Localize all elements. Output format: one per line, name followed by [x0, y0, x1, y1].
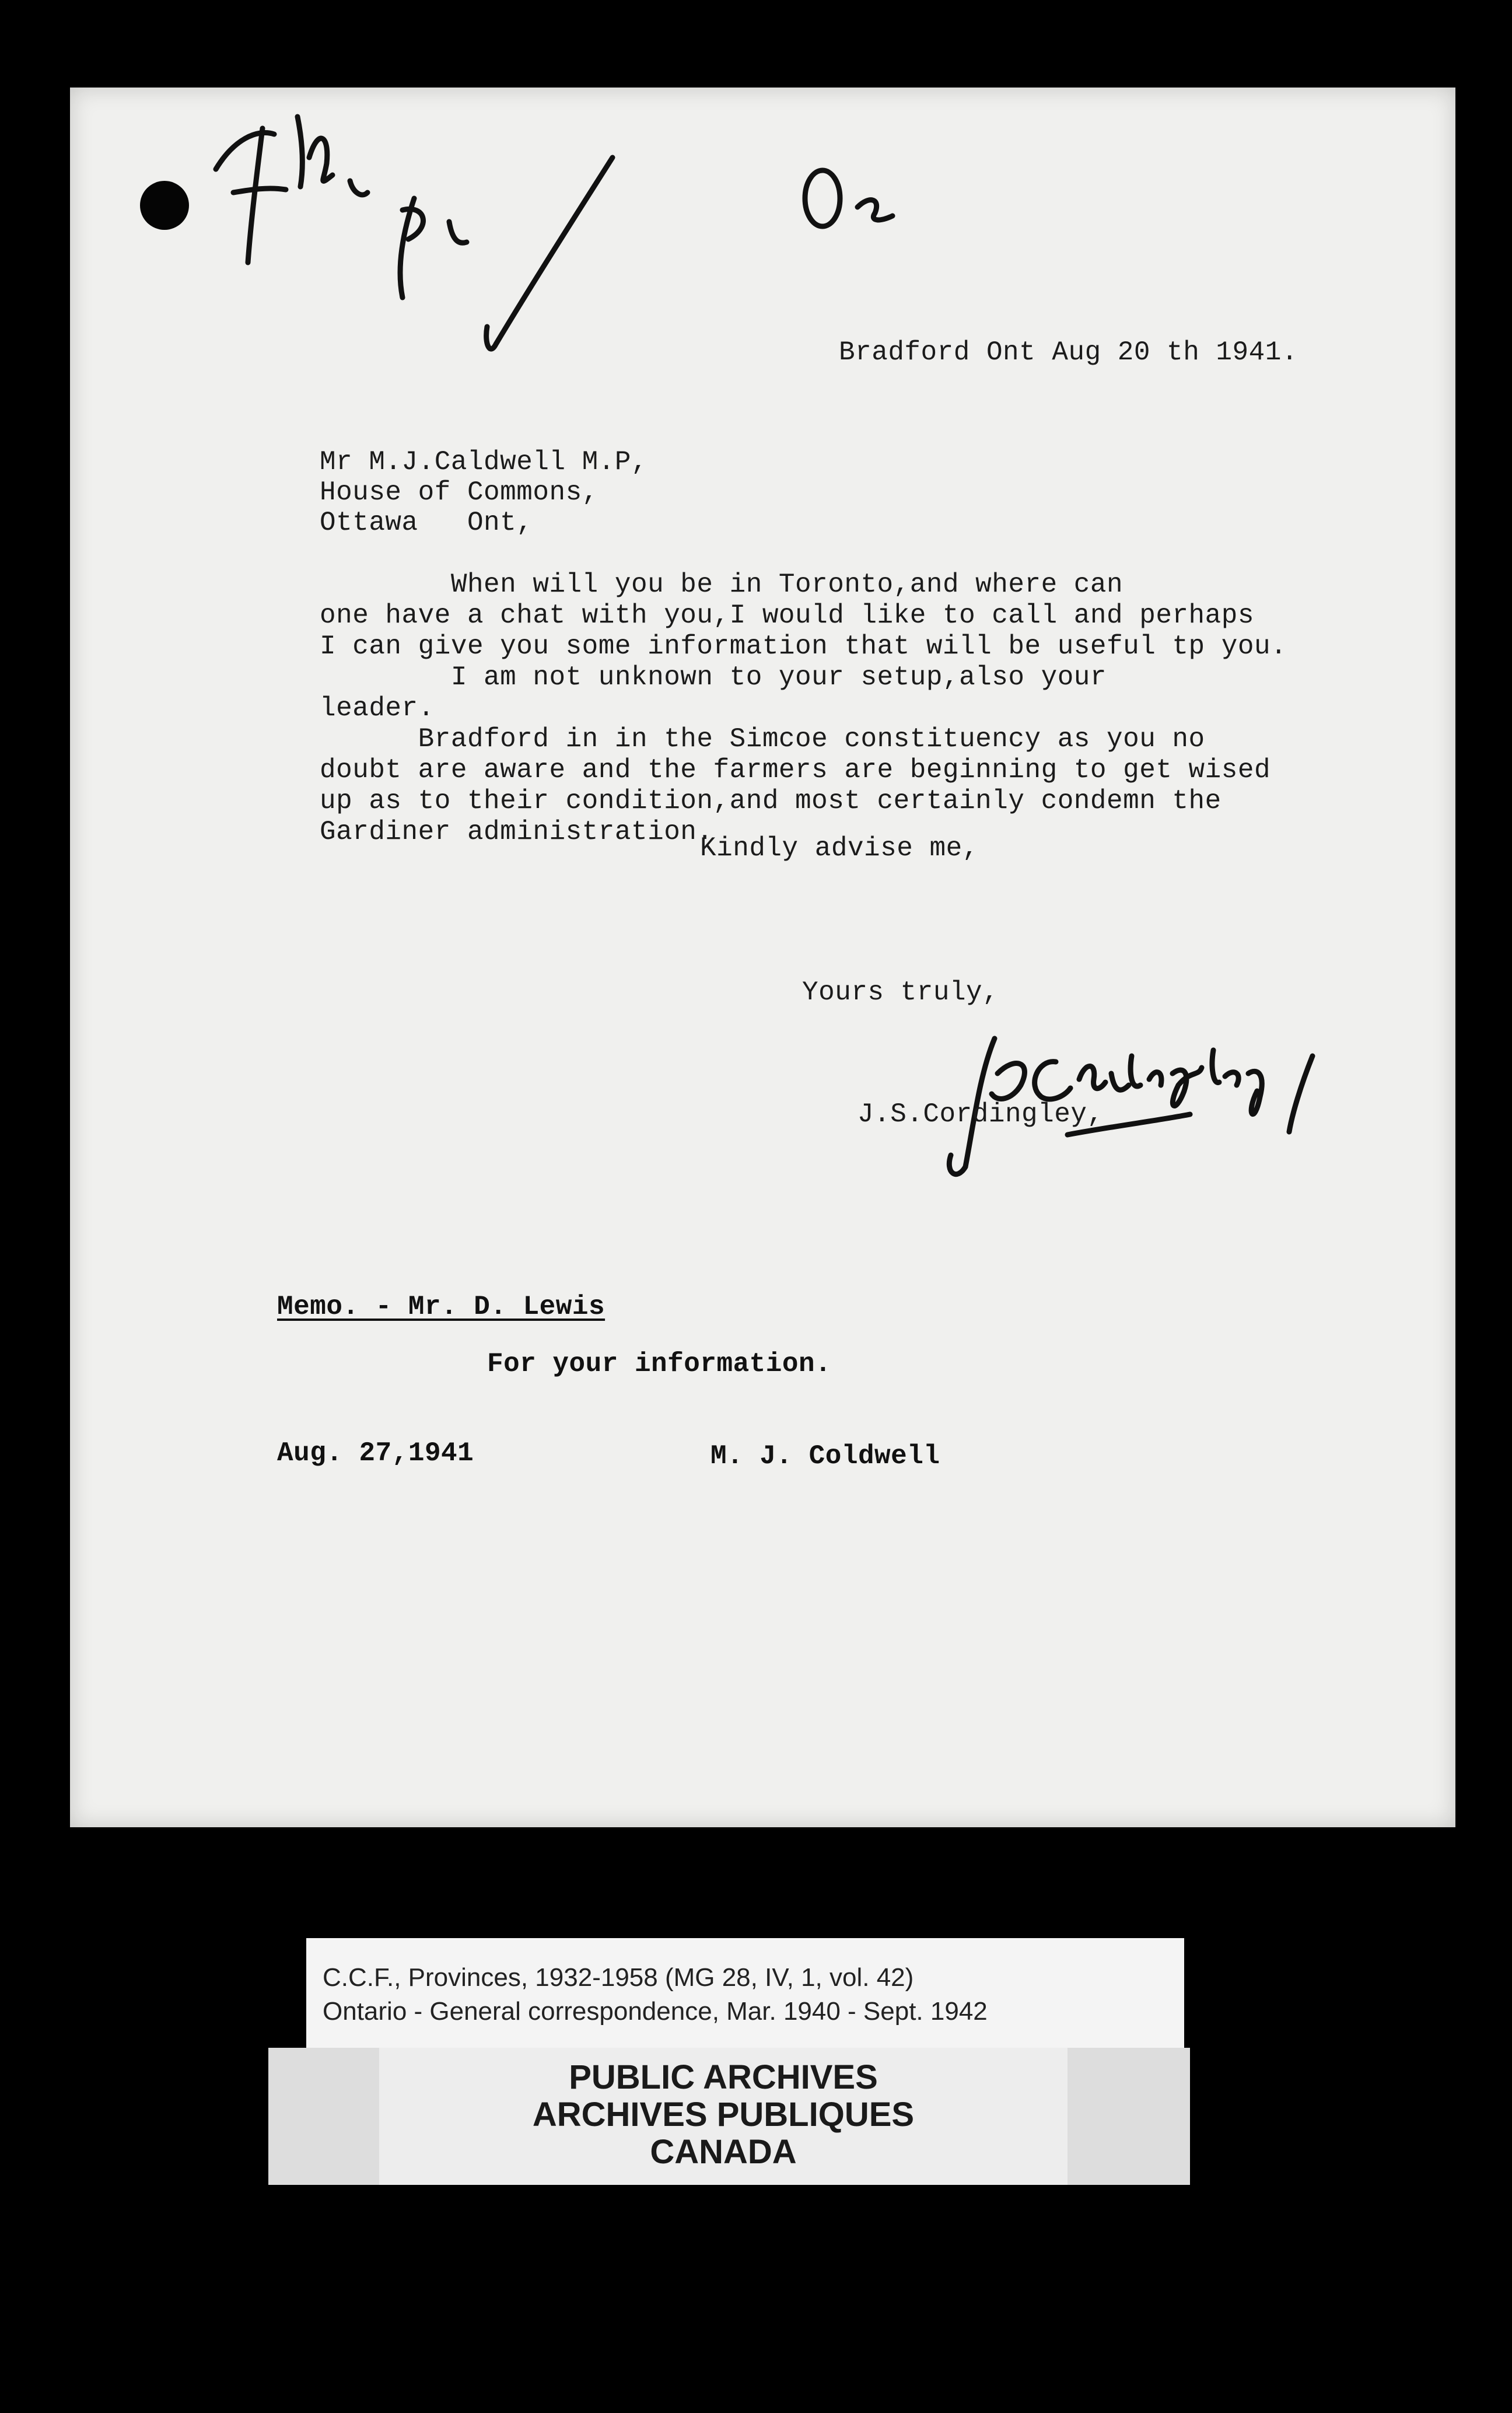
archive-stamp-line-2: ARCHIVES PUBLIQUES	[532, 2096, 915, 2134]
memo-header: Memo. - Mr. D. Lewis	[277, 1292, 606, 1322]
punch-hole	[140, 181, 189, 230]
archive-label-line-2: Ontario - General correspondence, Mar. 1940 - Sept. 1942	[323, 1997, 988, 2026]
body-line-8: up as to their condition,and most certainly condemn the	[320, 786, 1222, 816]
closing-request: Kindly advise me,	[700, 833, 979, 863]
memo-text: For your information.	[487, 1349, 832, 1379]
body-line-4: I am not unknown to your setup,also your	[320, 662, 1107, 693]
recipient-line-1: Mr M.J.Caldwell M.P,	[320, 447, 648, 477]
archive-label-line-1: C.C.F., Provinces, 1932-1958 (MG 28, IV, 1, vol. 42)	[323, 1963, 914, 1992]
handwritten-file-note	[192, 93, 718, 385]
body-line-6: Bradford in in the Simcoe constituency as you no	[320, 724, 1205, 754]
handwritten-top-mark	[793, 163, 933, 251]
body-line-9: Gardiner administration.	[320, 817, 713, 847]
salutation: Yours truly,	[802, 977, 999, 1008]
recipient-line-3: Ottawa Ont,	[320, 508, 533, 538]
body-line-7: doubt are aware and the farmers are beginning to get wised	[320, 755, 1271, 785]
typed-signature: J.S.Cordingley,	[858, 1099, 1104, 1129]
archive-stamp-line-1: PUBLIC ARCHIVES	[569, 2058, 878, 2096]
recipient-line-2: House of Commons,	[320, 477, 598, 508]
archive-stamp	[268, 2048, 1190, 2185]
letter-date: Bradford Ont Aug 20 th 1941.	[839, 337, 1298, 368]
archive-stamp-panel	[379, 2048, 1068, 2185]
body-line-3: I can give you some information that will be useful tp you.	[320, 631, 1287, 662]
body-line-5: leader.	[320, 693, 435, 723]
body-line-1: When will you be in Toronto,and where can	[320, 569, 1124, 600]
body-line-2: one have a chat with you,I would like to call and perhaps	[320, 600, 1254, 631]
memo-signer: M. J. Coldwell	[710, 1441, 940, 1471]
archive-label	[306, 1938, 1184, 2052]
archive-stamp-line-3: CANADA	[650, 2133, 797, 2171]
memo-date: Aug. 27,1941	[277, 1438, 474, 1468]
